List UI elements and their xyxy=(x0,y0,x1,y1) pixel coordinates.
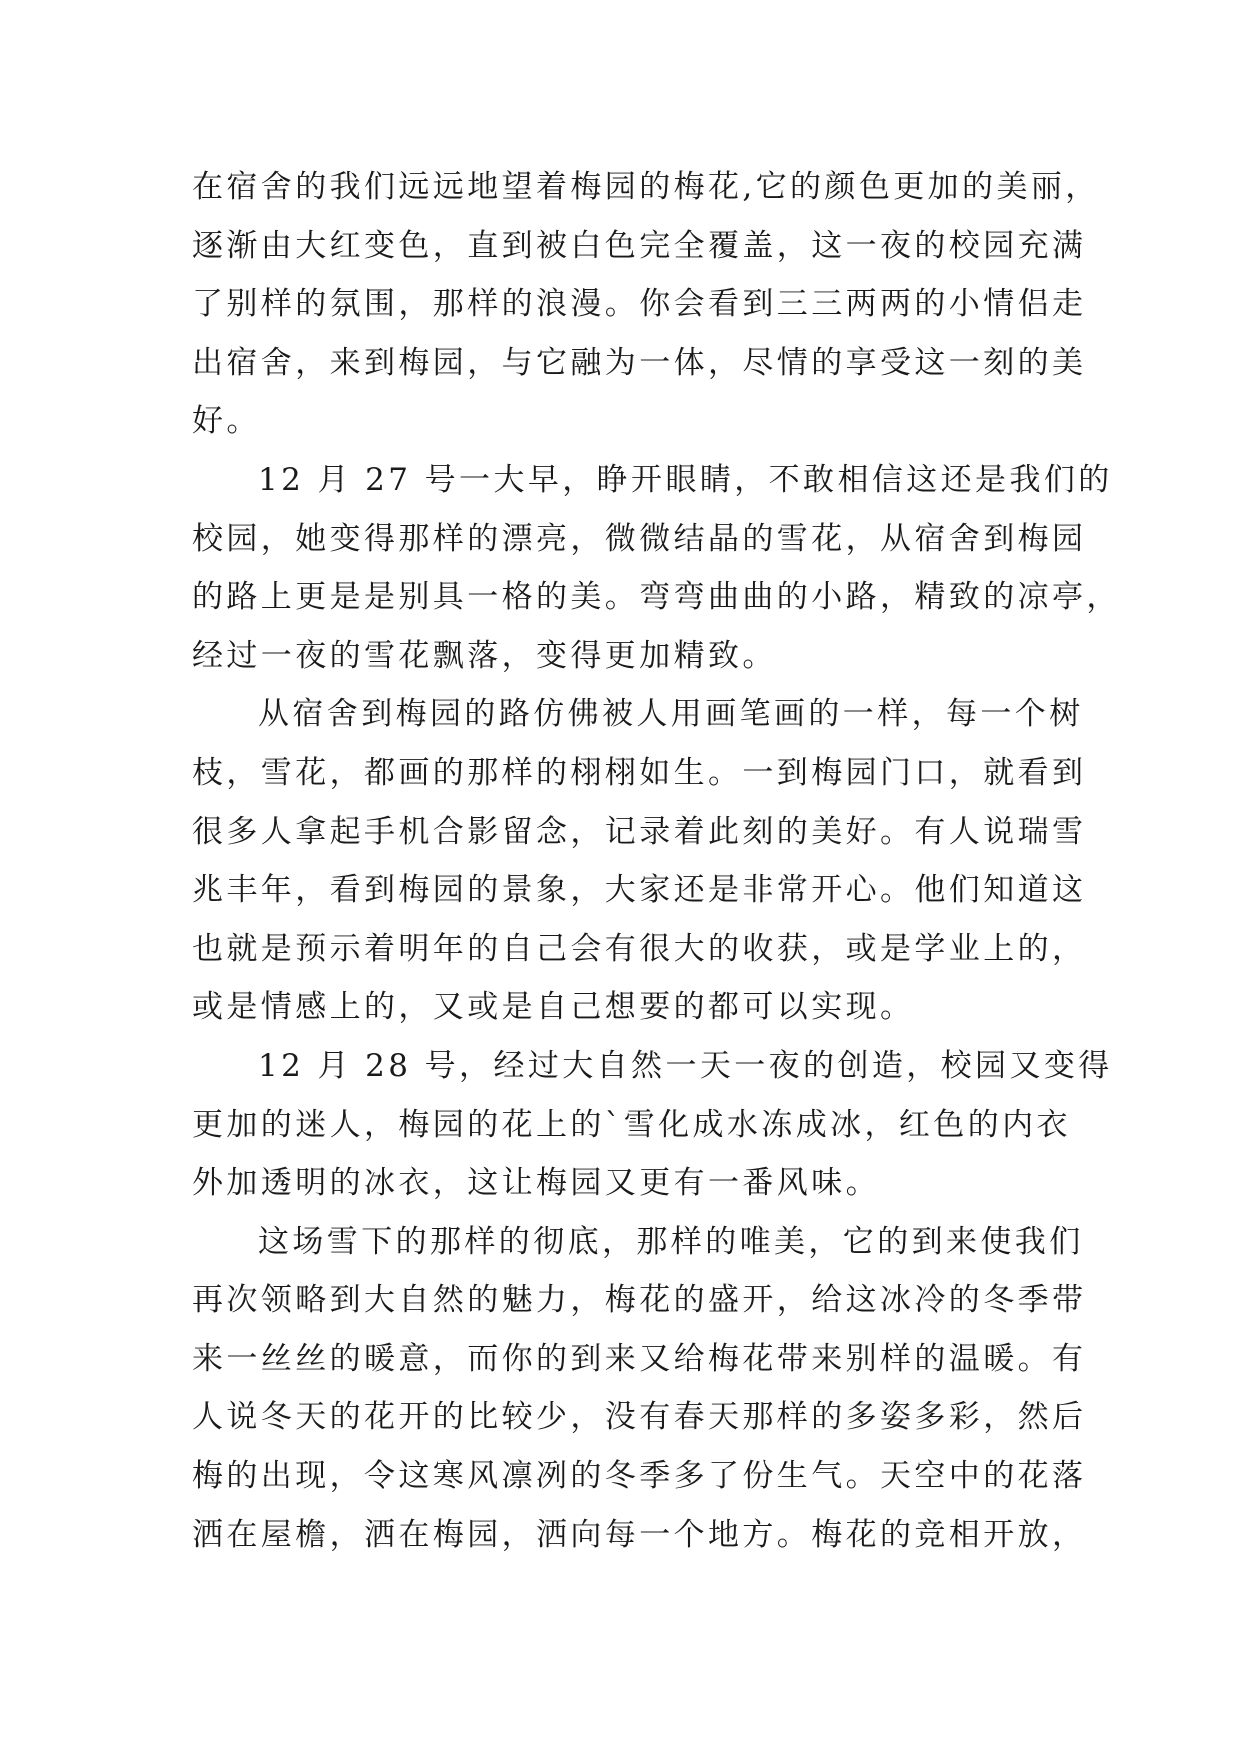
text-line: 洒在屋檐，洒在梅园，洒向每一个地方。梅花的竞相开放， xyxy=(192,1516,1087,1553)
text-line: 很多人拿起手机合影留念，记录着此刻的美好。有人说瑞雪 xyxy=(192,813,1087,850)
text-line: 好。 xyxy=(192,403,261,440)
paragraph-first-line: 这场雪下的那样的彻底，那样的唯美，它的到来使我们 xyxy=(258,1223,1084,1260)
text-line: 再次领略到大自然的魅力，梅花的盛开，给这冰冷的冬季带 xyxy=(192,1282,1087,1319)
text-line: 梅的出现，令这寒风凛冽的冬季多了份生气。天空中的花落 xyxy=(192,1458,1087,1495)
text-line: 经过一夜的雪花飘落，变得更加精致。 xyxy=(192,637,777,674)
paragraph-first-line: 12 月 28 号，经过大自然一天一夜的创造，校园又变得 xyxy=(258,1047,1113,1084)
text-line: 外加透明的冰衣，这让梅园又更有一番风味。 xyxy=(192,1165,880,1202)
paragraph-first-line: 12 月 27 号一大早，睁开眼睛，不敢相信这还是我们的 xyxy=(258,461,1113,498)
text-line: 枝，雪花，都画的那样的栩栩如生。一到梅园门口，就看到 xyxy=(192,754,1087,791)
text-line: 也就是预示着明年的自己会有很大的收获，或是学业上的， xyxy=(192,930,1087,967)
text-line: 在宿舍的我们远远地望着梅园的梅花,它的颜色更加的美丽， xyxy=(192,169,1100,205)
text-line: 更加的迷人，梅园的花上的`雪化成水冻成冰，红色的内衣 xyxy=(192,1106,1071,1143)
text-line: 的路上更是是别具一格的美。弯弯曲曲的小路，精致的凉亭， xyxy=(192,579,1121,616)
paragraph-first-line: 从宿舍到梅园的路仿佛被人用画笔画的一样，每一个树 xyxy=(258,696,1084,733)
document-body xyxy=(192,158,1121,1564)
text-line: 了别样的氛围，那样的浪漫。你会看到三三两两的小情侣走 xyxy=(192,286,1087,323)
text-line: 逐渐由大红变色，直到被白色完全覆盖，这一夜的校园充满 xyxy=(192,227,1087,264)
text-line: 人说冬天的花开的比较少，没有春天那样的多姿多彩，然后 xyxy=(192,1399,1087,1436)
text-line: 兆丰年，看到梅园的景象，大家还是非常开心。他们知道这 xyxy=(192,872,1087,909)
text-line: 校园，她变得那样的漂亮，微微结晶的雪花，从宿舍到梅园 xyxy=(192,520,1087,557)
text-line: 出宿舍，来到梅园，与它融为一体，尽情的享受这一刻的美 xyxy=(192,344,1087,381)
text-line: 来一丝丝的暖意，而你的到来又给梅花带来别样的温暖。有 xyxy=(192,1340,1087,1377)
text-line: 或是情感上的，又或是自己想要的都可以实现。 xyxy=(192,989,915,1026)
